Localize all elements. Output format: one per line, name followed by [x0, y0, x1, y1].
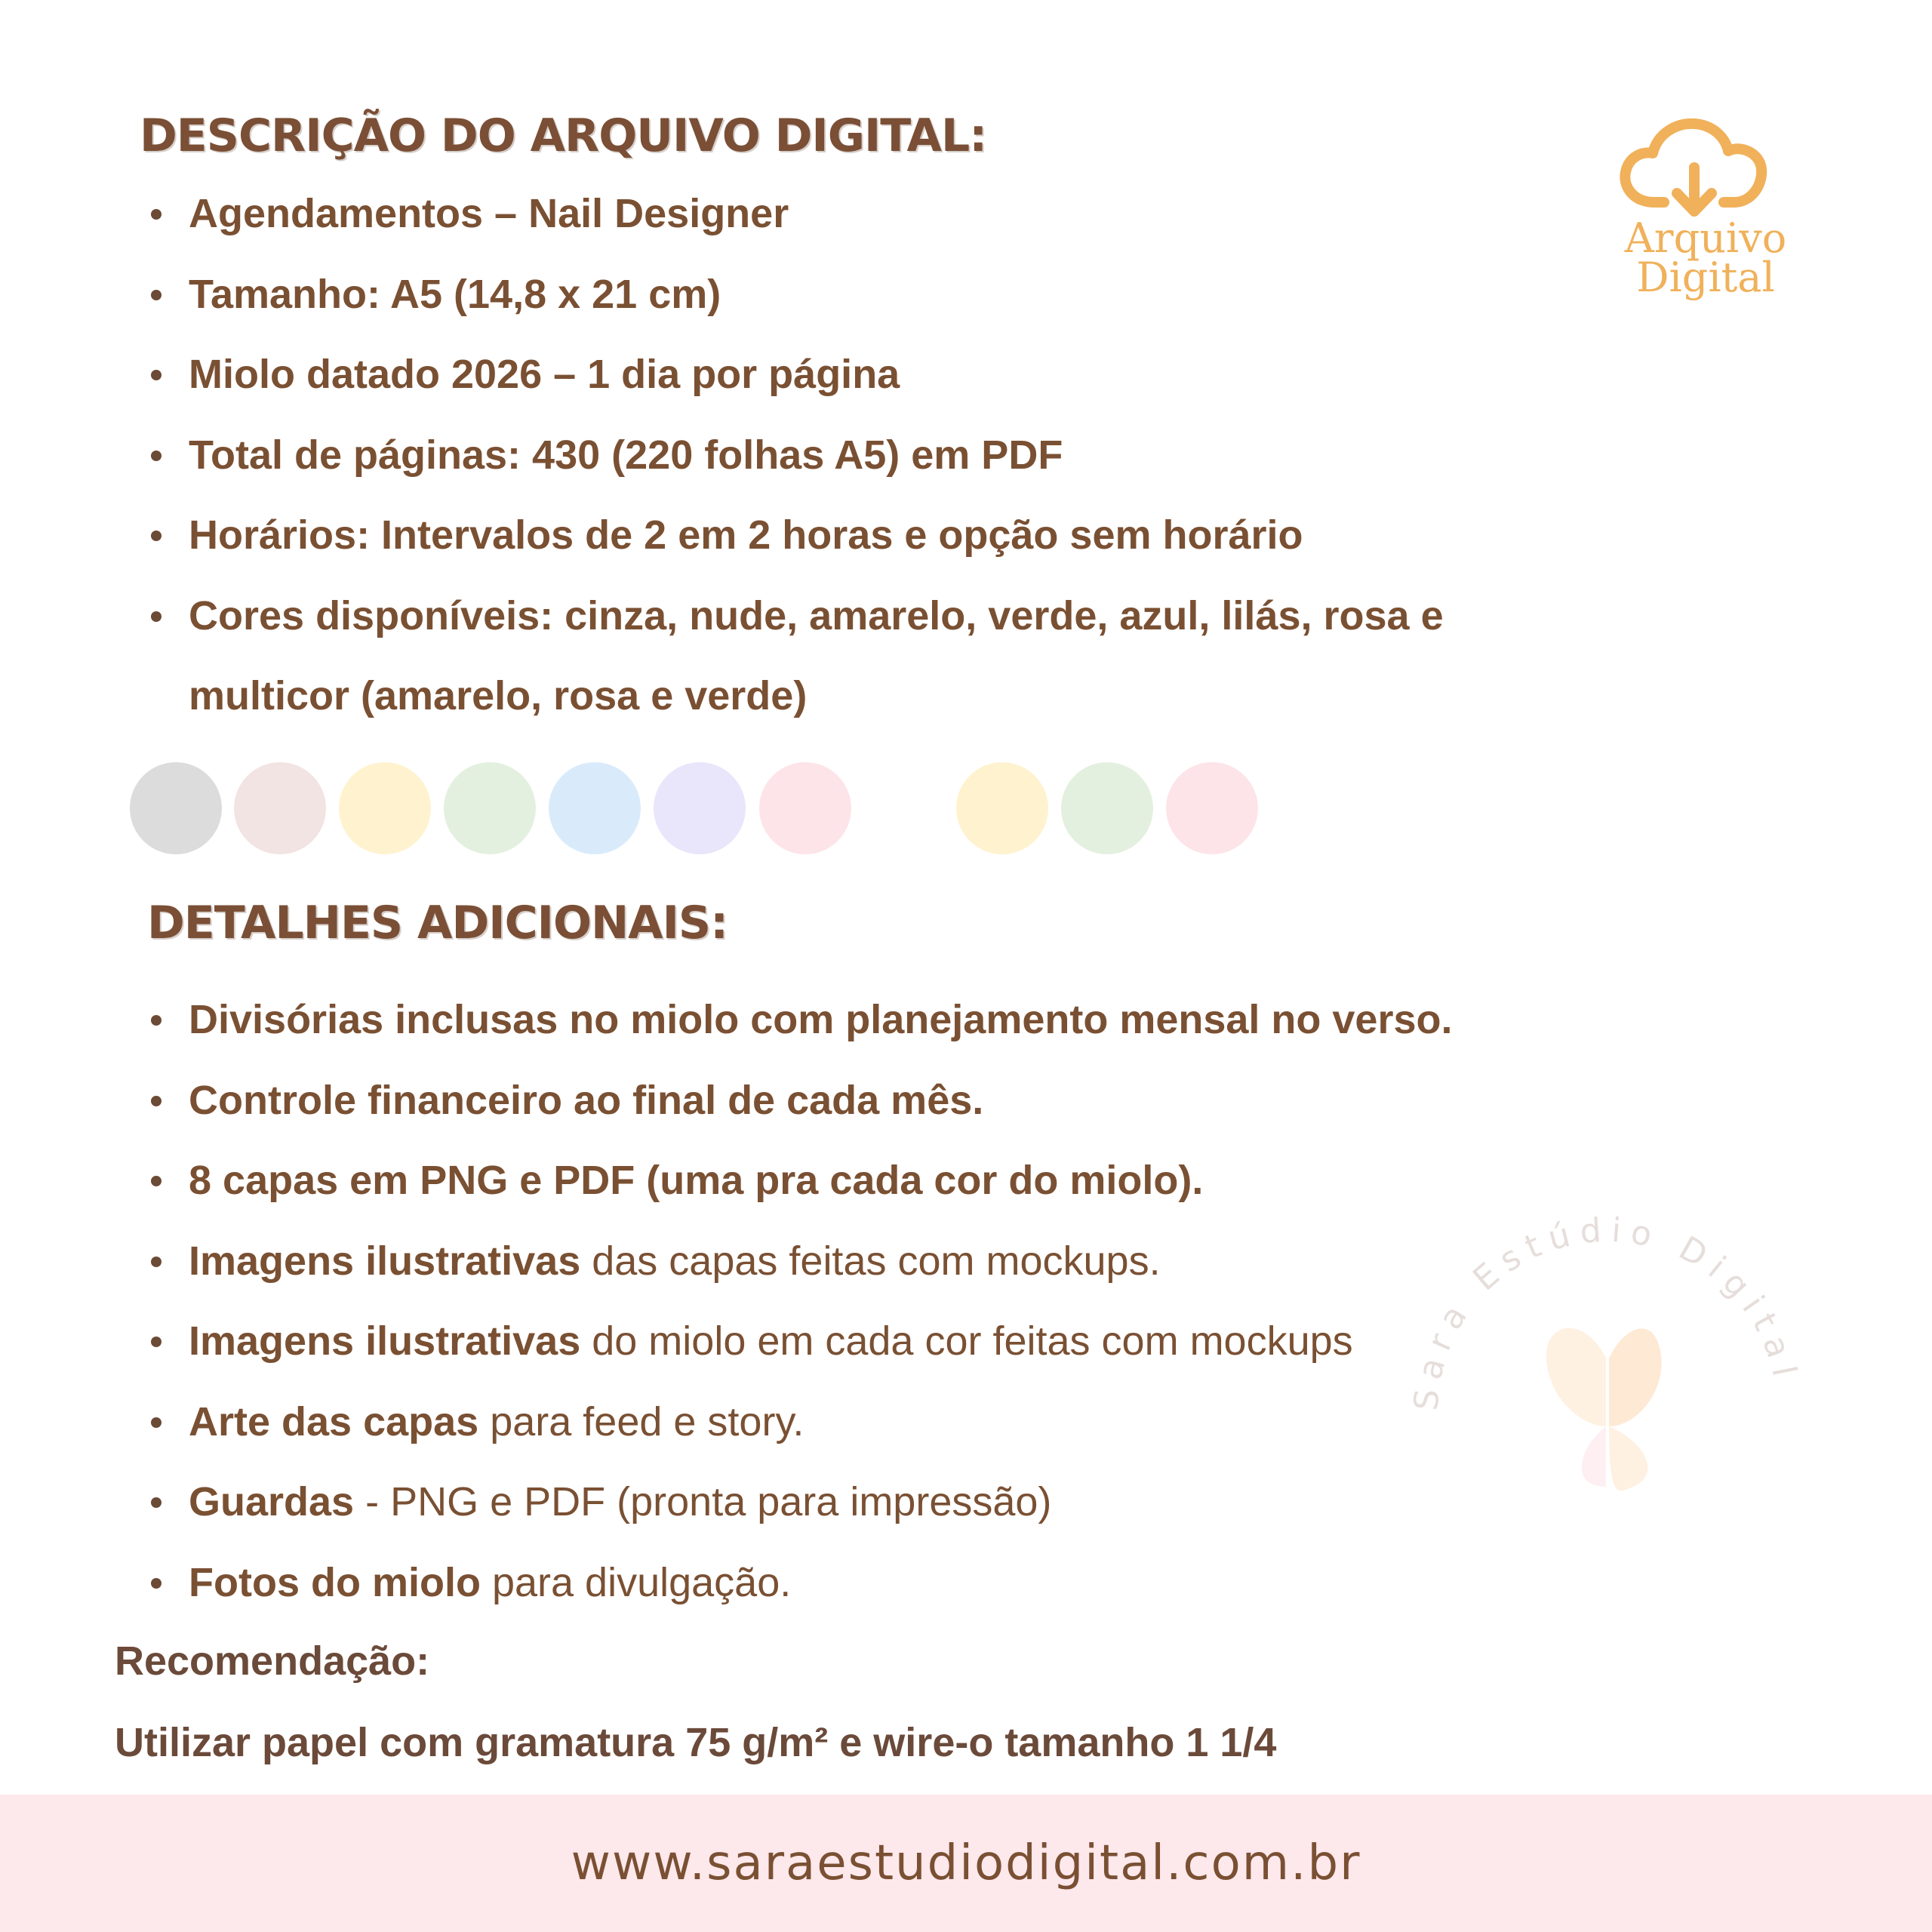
list-item — [0, 980, 1585, 1060]
description-list — [0, 174, 1585, 737]
item-text: do miolo em cada cor feitas com mockups — [580, 1318, 1353, 1364]
color-swatch — [444, 762, 536, 854]
list-item: Tamanho: A5 (14,8 x 21 cm) — [0, 254, 1585, 335]
list-item: Total de páginas: 430 (220 folhas A5) em PDF — [0, 415, 1585, 496]
details-list — [0, 980, 1585, 1623]
item-text: das capas feitas com mockups. — [580, 1238, 1161, 1284]
section-title-description: DESCRIÇÃO DO ARQUIVO DIGITAL: — [140, 109, 987, 162]
list-item — [0, 1221, 1585, 1302]
badge-label-line1: Arquivo — [1624, 214, 1787, 262]
color-swatch — [759, 762, 851, 854]
digital-file-badge — [1600, 113, 1811, 309]
butterfly-icon — [1546, 1328, 1662, 1491]
svg-text:Sara Estúdio Digital — [1407, 1211, 1805, 1412]
item-bold: Guardas — [189, 1479, 355, 1524]
color-swatch — [1166, 762, 1258, 854]
list-item — [0, 1543, 1585, 1623]
color-swatch — [339, 762, 431, 854]
item-bold: 8 capas em PNG e PDF (uma pra cada cor do miolo). — [189, 1158, 1204, 1203]
list-item: Agendamentos – Nail Designer — [0, 174, 1585, 254]
list-item — [0, 1462, 1585, 1543]
item-bold: Controle financeiro ao final de cada mês. — [189, 1077, 984, 1123]
list-item: Miolo datado 2026 – 1 dia por página — [0, 334, 1585, 415]
item-text: para divulgação. — [480, 1559, 792, 1605]
list-item — [0, 1301, 1585, 1382]
badge-label-line2: Digital — [1636, 254, 1775, 301]
list-item — [0, 1382, 1585, 1463]
footer-bar — [0, 1795, 1932, 1932]
item-bold: Imagens ilustrativas — [189, 1238, 581, 1284]
cloud-download-icon — [1600, 113, 1811, 219]
item-bold: Fotos do miolo — [189, 1559, 481, 1605]
color-swatch — [234, 762, 326, 854]
item-text: para feed e story. — [478, 1398, 804, 1444]
color-swatch — [549, 762, 641, 854]
color-swatch — [654, 762, 746, 854]
list-item: Horários: Intervalos de 2 em 2 horas e opção sem horário — [0, 495, 1585, 576]
website-url[interactable]: www.saraestudiodigital.com.br — [571, 1835, 1361, 1891]
list-item — [0, 1060, 1585, 1141]
watermark-text: Sara Estúdio Digital — [1407, 1211, 1806, 1412]
list-item: Cores disponíveis: cinza, nude, amarelo, verde, azul, lilás, rosa e multicor (amarelo, rosa e verde) — [0, 576, 1517, 737]
color-swatch — [956, 762, 1048, 854]
item-bold: Divisórias inclusas no miolo com planejamento mensal no verso. — [189, 997, 1453, 1042]
recommendation-text: Utilizar papel com gramatura 75 g/m² e wire-o tamanho 1 1/4 — [115, 1720, 1277, 1765]
section-title-details: DETALHES ADICIONAIS: — [147, 897, 728, 949]
color-swatch — [130, 762, 222, 854]
color-swatch — [1061, 762, 1153, 854]
item-bold: Imagens ilustrativas — [189, 1318, 581, 1364]
recommendation-title: Recomendação: — [115, 1638, 430, 1684]
list-item — [0, 1140, 1585, 1221]
item-text: - PNG e PDF (pronta para impressão) — [354, 1479, 1052, 1524]
item-bold: Arte das capas — [189, 1398, 479, 1444]
brand-watermark — [1396, 1200, 1819, 1623]
